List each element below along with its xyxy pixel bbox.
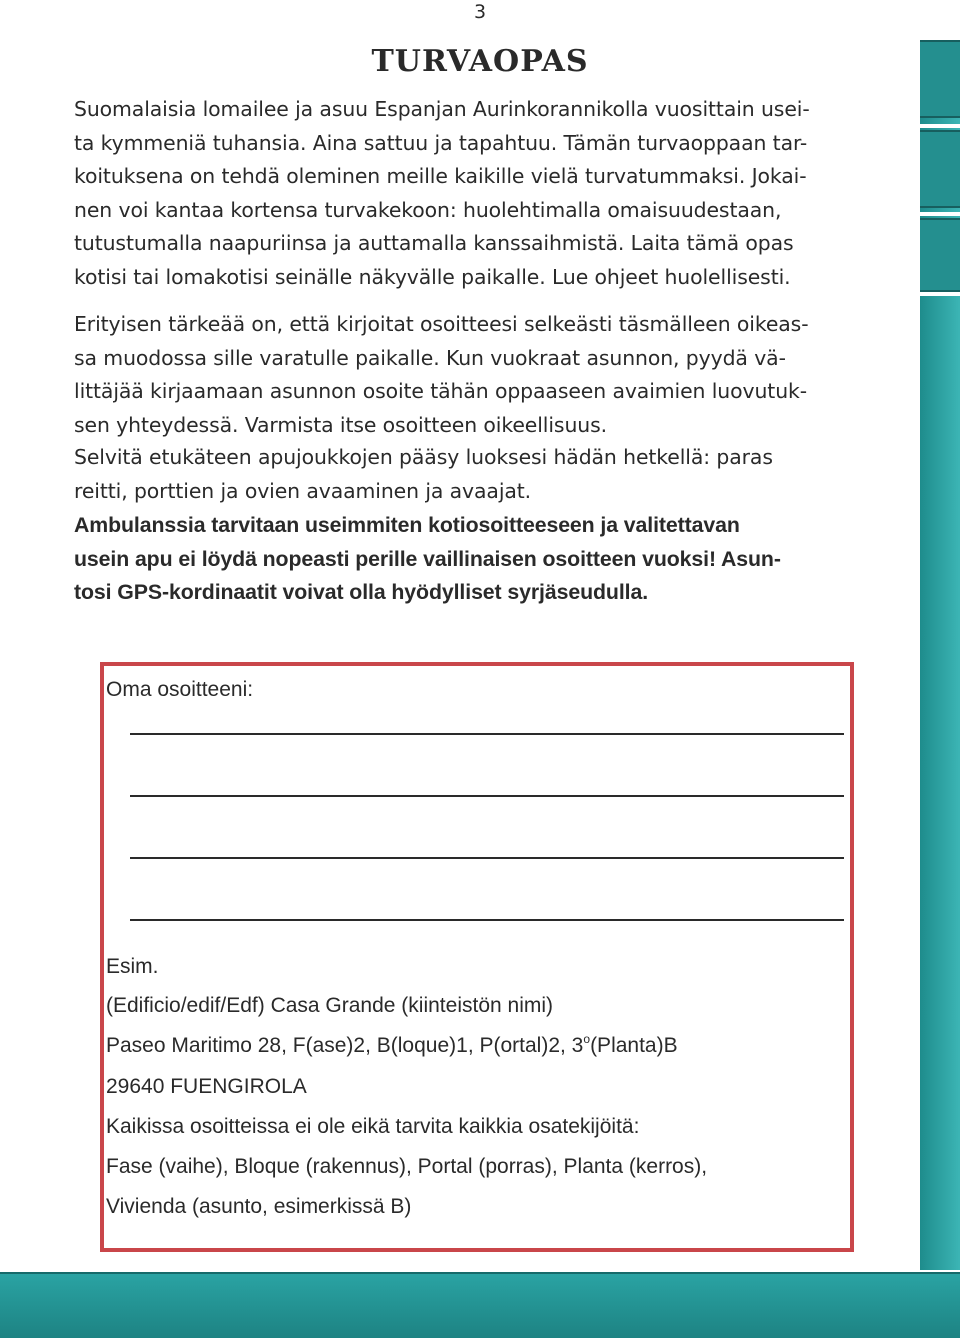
side-tab [920,40,960,118]
paragraph-line: kotisi tai lomakotisi seinälle näkyvälle paikalle. Lue ohjeet huolellisesti. [74,264,791,289]
paragraph-line: Ambulanssia tarvitaan useimmiten kotiosoitteeseen ja valitettavan [74,513,740,537]
paragraph-line: sa muodossa sille varatulle paikalle. Kun vuokraat asunnon, pyydä vä- [74,345,786,370]
side-tab-gap [920,212,960,216]
paragraph-intro [74,93,894,294]
note-line: Kaikissa osoitteissa ei ole eikä tarvita kaikkia osatekijöitä: [106,1115,640,1138]
side-tab [920,130,960,208]
paragraph-line: littäjää kirjaamaan asunnon osoite tähän oppaaseen avaimien luovutuk- [74,379,807,403]
side-tab [920,218,960,292]
paragraph-line: tutustumalla naapuriinsa ja auttamalla kanssaihmistä. Laita tämä opas [74,231,794,255]
example-line [106,1032,678,1060]
paragraph-line: reitti, porttien ja ovien avaaminen ja avaajat. [74,478,532,503]
note-line: Fase (vaihe), Bloque (rakennus), Portal (porras), Planta (kerros), [106,1155,708,1178]
paragraph-line: sen yhteydessä. Varmista itse osoitteen oikeellisuus. [74,412,607,437]
page-title: TURVAOPAS [371,44,589,79]
side-tab-gap [920,292,960,296]
paragraph-line: tosi GPS-kordinaatit voivat olla hyödylliset syrjäseudulla. [74,580,649,604]
paragraph-line: koituksena on tehdä oleminen meille kaikille vielä turvatummaksi. Jokai- [74,164,807,188]
address-write-line[interactable] [130,919,844,921]
paragraph-line: usein apu ei löydä nopeasti perille vaillinaisen osoitteen vuoksi! Asun- [74,546,781,571]
address-label: Oma osoitteeni: [106,678,254,701]
example-line: 29640 FUENGIROLA [106,1075,307,1098]
paragraph-line: Selvitä etukäteen apujoukkojen pääsy luoksesi hädän hetkellä: paras [74,445,773,469]
example-line-part: (Planta)B [590,1034,678,1057]
paragraph-line: Erityisen tärkeää on, että kirjoitat osoitteesi selkeästi täsmälleen oikeas- [74,312,809,336]
paragraph-ambulance-warning [74,509,894,610]
paragraph-access [74,441,894,508]
example-line: (Edificio/edif/Edf) Casa Grande (kiinteistön nimi) [106,994,554,1017]
bottom-bar [0,1272,960,1338]
address-write-line[interactable] [130,733,844,735]
side-tab-gap [920,124,960,128]
example-line-part: Paseo Maritimo 28, F(ase)2, B(loque)1, P(ortal)2, 3 [106,1034,584,1057]
note-line: Vivienda (asunto, esimerkissä B) [106,1195,412,1218]
address-write-line[interactable] [130,795,844,797]
page-number: 3 [473,1,487,23]
paragraph-line: Suomalaisia lomailee ja asuu Espanjan Aurinkorannikolla vuosittain usei- [74,97,810,121]
paragraph-line: ta kymmeniä tuhansia. Aina sattuu ja tapahtuu. Tämän turvaoppaan tar- [74,130,808,155]
address-write-line[interactable] [130,857,844,859]
example-line-superscript: o [583,1032,591,1046]
example-label: Esim. [106,955,159,978]
paragraph-line: nen voi kantaa kortensa turvakekoon: huolehtimalla omaisuudestaan, [74,197,782,222]
paragraph-address-importance [74,308,894,442]
